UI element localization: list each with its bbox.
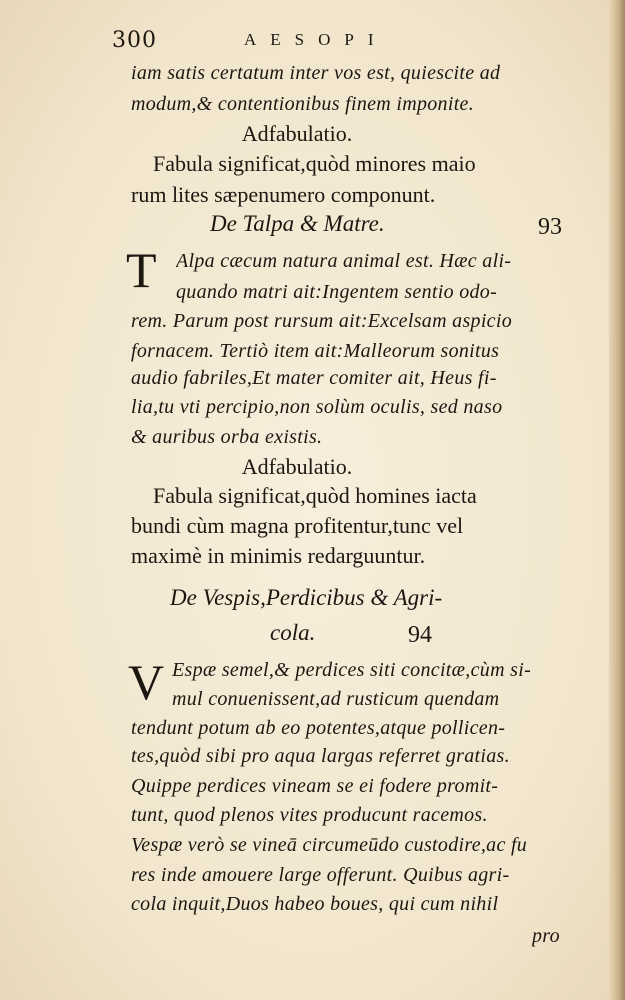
text-line: cola inquit,Duos habeo boues, qui cum nihil (131, 893, 499, 915)
text-line: Quippe perdices vineam se ei fodere promit- (131, 775, 499, 797)
text-line: Fabula significat,quòd minores maio (153, 151, 476, 176)
page-header (112, 22, 582, 58)
text-line: lia,tu vti percipio,non solùm oculis, sed naso (131, 396, 503, 418)
text-line: res inde amouere large offerunt. Quibus agri- (131, 864, 510, 886)
text-line: Espæ semel,& perdices siti concitæ,cùm si- (172, 659, 532, 681)
text-line: rum lites sæpenumero componunt. (131, 182, 436, 207)
text-line: quando matri ait:Ingentem sentio odo- (176, 281, 498, 303)
fable-number: 94 (408, 622, 432, 648)
drop-cap: T (126, 242, 157, 298)
text-line: mul conuenissent,ad rusticum quendam (172, 688, 500, 710)
text-line: modum,& contentionibus finem imponite. (131, 93, 475, 115)
drop-cap: V (128, 654, 165, 710)
text-line: tendunt potum ab eo potentes,atque pollicen- (131, 717, 506, 739)
running-head: AESOPI (244, 30, 388, 49)
text-line: rem. Parum post rursum ait:Excelsam aspicio (131, 310, 513, 332)
text-line: iam satis certatum inter vos est, quiescite ad (131, 62, 501, 84)
text-line: bundi cùm magna profitentur,tunc vel (131, 513, 464, 538)
text-line: fornacem. Tertiò item ait:Malleorum sonitus (131, 340, 500, 362)
text-line: tunt, quod plenos vites producunt racemos. (131, 804, 488, 826)
page-edge (609, 0, 625, 1000)
text-line: & auribus orba existis. (131, 426, 323, 448)
adfabulatio-heading: Adfabulatio. (241, 121, 353, 146)
text-line: Fabula significat,quòd homines iacta (153, 483, 477, 508)
text-line: Vespæ verò se vineā circumeūdo custodire,ac fu (131, 834, 528, 856)
fable-number: 93 (538, 214, 562, 240)
fable-title: De Vespis,Perdicibus & Agri- (170, 585, 443, 610)
text-line: Alpa cæcum natura animal est. Hæc ali- (176, 250, 512, 272)
text-line: maximè in minimis redarguuntur. (131, 543, 426, 568)
page-number: 300 (112, 28, 157, 53)
adfabulatio-heading: Adfabulatio. (241, 454, 353, 479)
text-line: tes,quòd sibi pro aqua largas referret gratias. (131, 745, 510, 767)
catchword: pro (532, 925, 560, 947)
fable-title: De Talpa & Matre. (210, 211, 385, 236)
fable-title: cola. (270, 620, 316, 645)
text-line: audio fabriles,Et mater comiter ait, Heus fi- (131, 367, 497, 389)
